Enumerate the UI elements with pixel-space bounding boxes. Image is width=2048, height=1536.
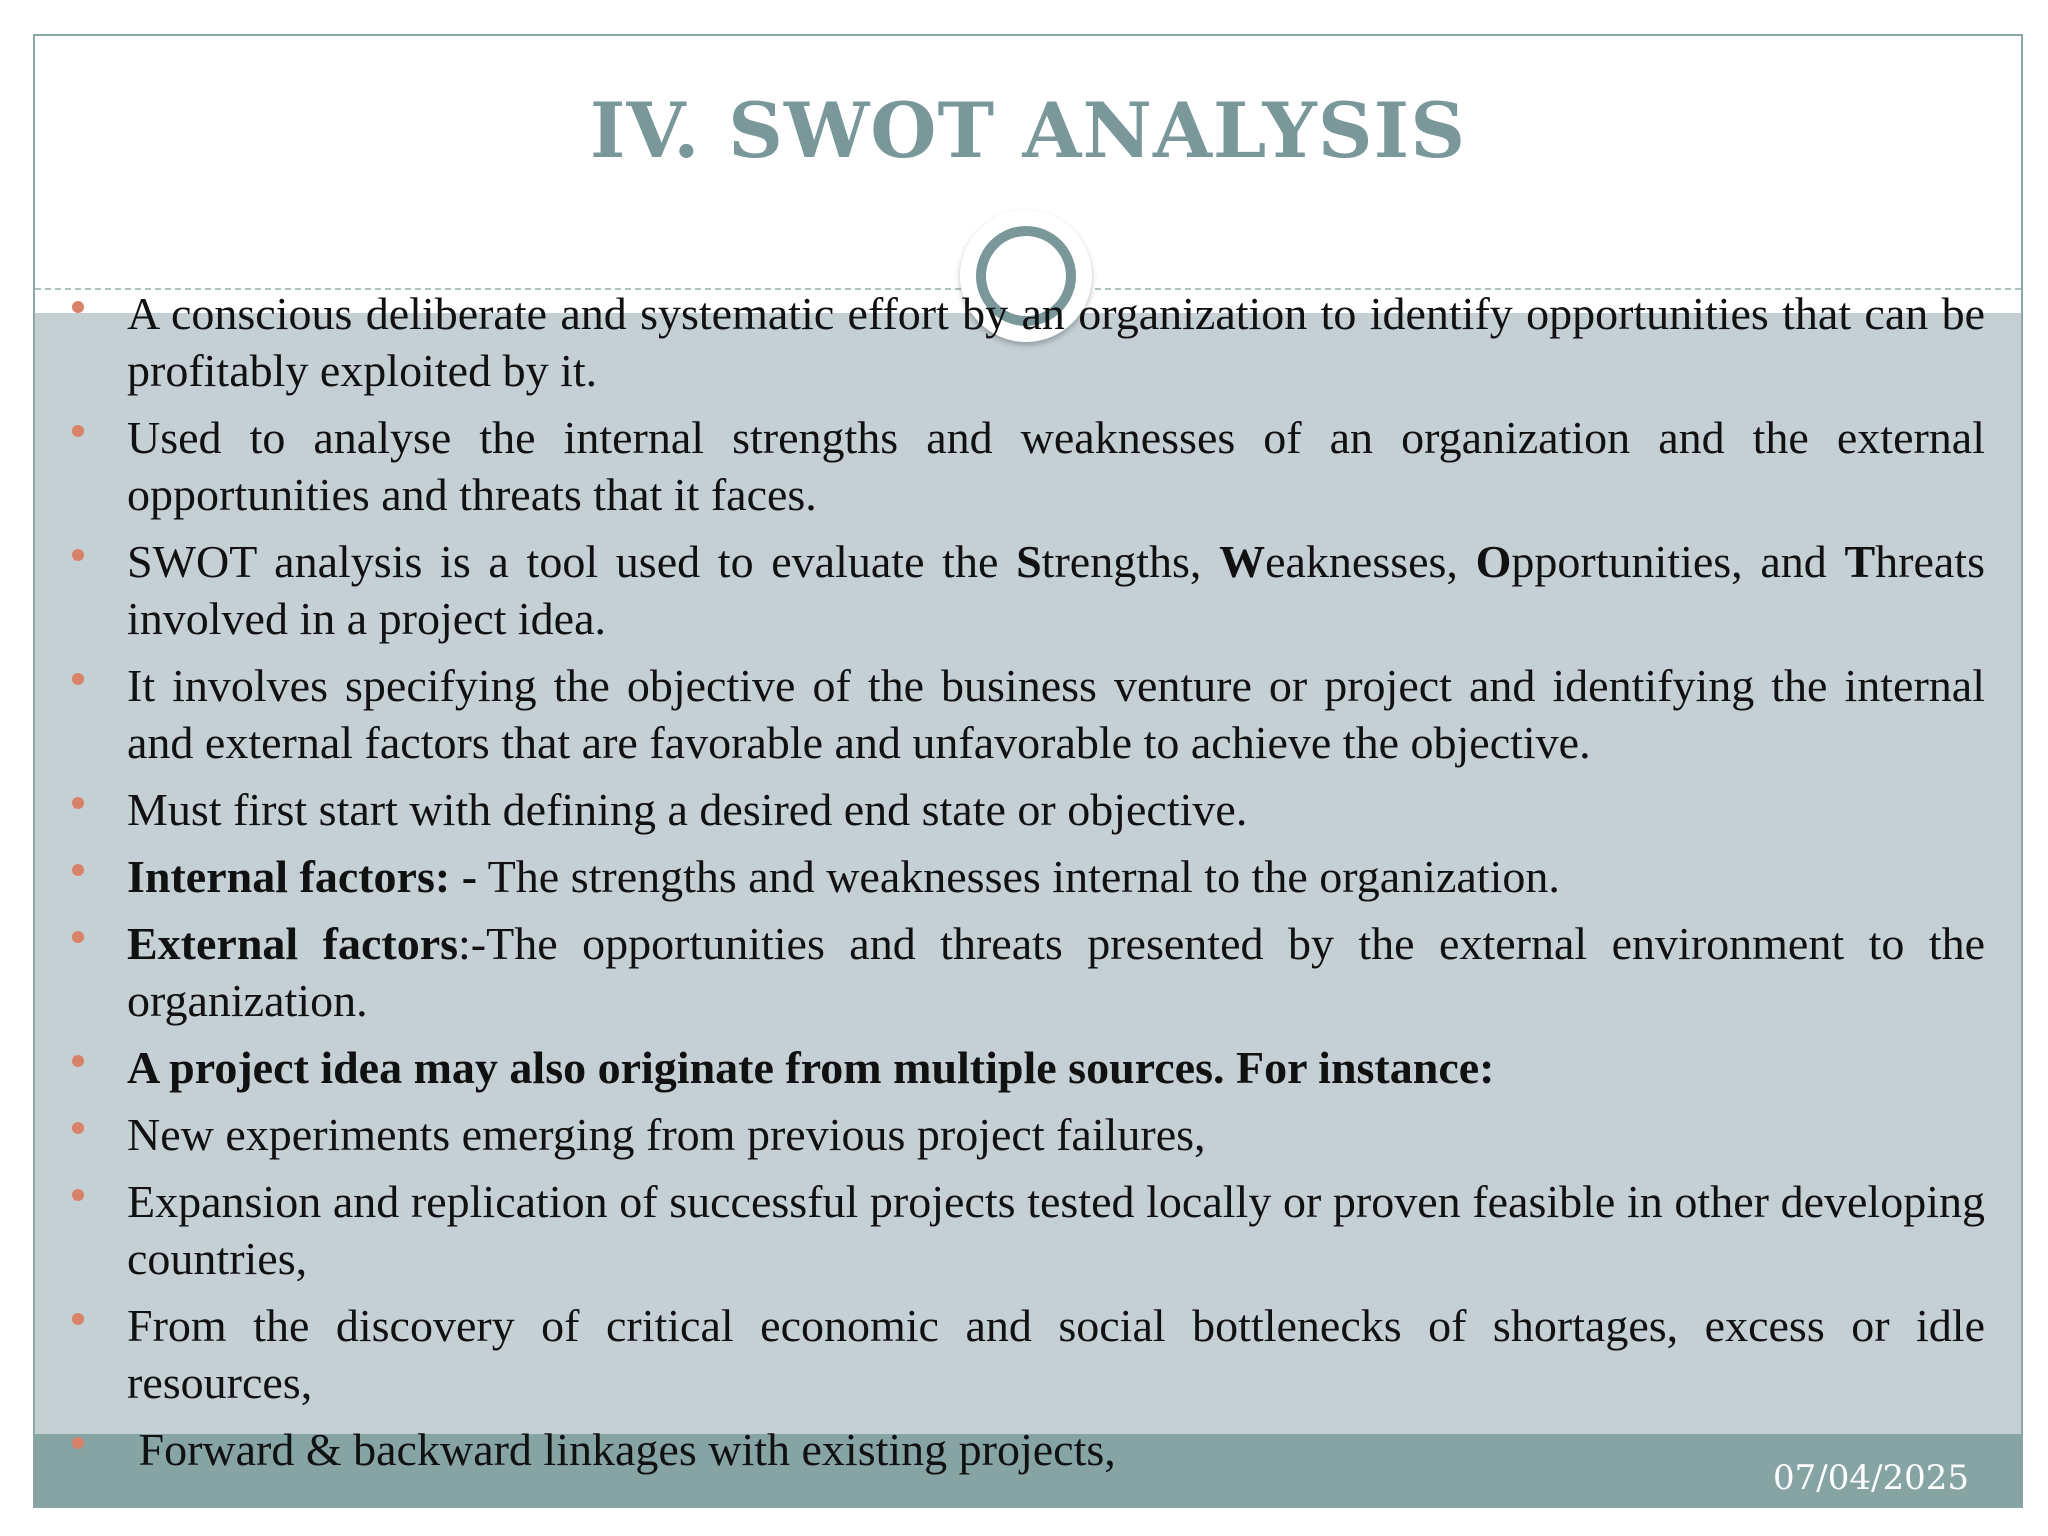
bullet-item (50, 915, 1985, 1029)
bullet-item (50, 533, 1985, 647)
bullet-item (50, 848, 1985, 905)
bullet-item (50, 1106, 1985, 1163)
text-run: trengths, (1041, 536, 1220, 587)
bullet-item (50, 1421, 1985, 1478)
bullet-dot-icon (72, 864, 84, 876)
bullet-text: A project idea may also originate from multiple sources. For instance: (127, 1042, 1495, 1093)
bullet-dot-icon (72, 931, 84, 943)
bullet-dot-icon (72, 1055, 84, 1067)
text-run: SWOT analysis is a tool used to evaluate the (127, 536, 1017, 587)
bullet-dot-icon (72, 797, 84, 809)
bullet-dot-icon (72, 301, 84, 313)
slide-date: 07/04/2025 (1773, 1458, 1969, 1498)
swot-letter-o: O (1475, 536, 1512, 587)
text-run: eaknesses, (1265, 536, 1476, 587)
bullet-dot-icon (72, 1189, 84, 1201)
bullet-text (127, 851, 1560, 902)
bullet-dot-icon (72, 1437, 84, 1449)
swot-letter-t: T (1844, 536, 1876, 587)
bullet-dot-icon (72, 1122, 84, 1134)
bullet-text: Forward & backward linkages with existing projects, (127, 1424, 1116, 1475)
bullet-dot-icon (72, 673, 84, 685)
text-run: hreats involved in a project idea. (127, 536, 1985, 644)
bullet-text (127, 536, 1985, 644)
bullet-dot-icon (72, 549, 84, 561)
bullet-label: Internal factors: - (127, 851, 478, 902)
slide-title: IV. SWOT ANALYSIS (589, 86, 1467, 175)
bullet-dot-icon (72, 425, 84, 437)
bullet-item (50, 1173, 1985, 1287)
bullet-text: Used to analyse the internal strengths and weaknesses of an organization and the external opportunities and threats that it faces. (127, 412, 1985, 520)
bullet-dot-icon (72, 1313, 84, 1325)
bullet-text: From the discovery of critical economic and social bottlenecks of shortages, excess or idle resources, (127, 1300, 1985, 1408)
text-run: The strengths and weaknesses internal to the organization. (477, 851, 1560, 902)
bullet-item (50, 657, 1985, 771)
bullet-text: Must first start with defining a desired end state or objective. (127, 784, 1248, 835)
bullet-text: New experiments emerging from previous project failures, (127, 1109, 1206, 1160)
bullet-item (50, 409, 1985, 523)
text-run: :-The opportunities and threats presented by the external environment to the organization. (127, 918, 1986, 1026)
bullet-item (50, 285, 1985, 399)
bullet-item (50, 781, 1985, 838)
bullet-item (50, 1039, 1985, 1096)
bullet-item (50, 1297, 1985, 1411)
text-run: pportunities, and (1511, 536, 1845, 587)
bullet-label: External factors (127, 918, 459, 969)
swot-letter-s: S (1016, 536, 1042, 587)
bullet-text: It involves specifying the objective of the business venture or project and identifying the internal and external factors that are favorable and unfavorable to achieve the objective. (127, 660, 1985, 768)
bullet-list (50, 285, 1985, 1488)
bullet-text: A conscious deliberate and systematic effort by an organization to identify opportunities that can be profitably exploited by it. (127, 288, 1985, 396)
bullet-text (127, 918, 1985, 1026)
swot-letter-w: W (1219, 536, 1266, 587)
bullet-text: Expansion and replication of successful projects tested locally or proven feasible in other developing countries, (127, 1176, 1985, 1284)
